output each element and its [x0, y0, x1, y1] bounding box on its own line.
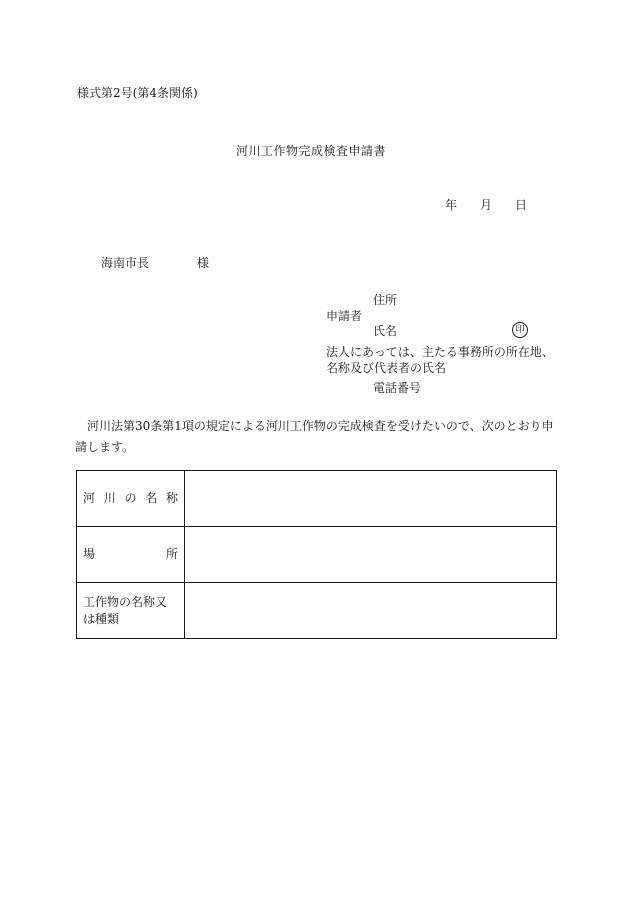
- table-row: [77, 527, 557, 583]
- applicant-phone-label: 電話番号: [373, 381, 422, 395]
- document-title: 河川工作物完成検査申請書: [236, 144, 387, 158]
- addressee-honorific: 様: [197, 256, 210, 270]
- date-year-label: 年: [445, 198, 458, 212]
- application-details-table: [76, 470, 557, 639]
- corporation-note-line1: 法人にあっては、主たる事務所の所在地、: [326, 345, 554, 359]
- applicant-address-label: 住所: [373, 293, 398, 307]
- table-row: [77, 583, 557, 639]
- corporation-note-line2: 名称及び代表者の氏名: [326, 361, 447, 375]
- river-name-char: の: [124, 491, 137, 505]
- location-label: [83, 546, 178, 563]
- seal-mark: 印: [512, 322, 528, 338]
- seal-icon: [512, 322, 528, 338]
- table-row: [77, 471, 557, 527]
- application-body-text: 河川法第30条第1項の規定による河川工作物の完成検査を受けたいので、次のとおり申請します。: [75, 419, 554, 454]
- addressee-name: 海南市長: [101, 256, 150, 270]
- location-char: 所: [165, 547, 178, 561]
- applicant-name-label: 氏名: [373, 324, 398, 338]
- river-name-char: 名: [145, 491, 158, 505]
- river-name-label-cell: [77, 471, 185, 527]
- form-number: 様式第2号(第4条関係): [77, 86, 198, 100]
- structure-label-cell: [77, 583, 185, 639]
- applicant-label: 申請者: [326, 309, 363, 323]
- river-name-char: 川: [103, 491, 116, 505]
- river-name-value-cell[interactable]: [185, 471, 557, 527]
- location-char: 場: [83, 547, 96, 561]
- river-name-label: [83, 490, 178, 507]
- structure-label: 工作物の名称又は種類: [83, 594, 168, 626]
- river-name-char: 河: [83, 491, 96, 505]
- date-month-label: 月: [480, 198, 493, 212]
- location-label-cell: [77, 527, 185, 583]
- date-day-label: 日: [515, 198, 528, 212]
- structure-value-cell[interactable]: [185, 583, 557, 639]
- location-value-cell[interactable]: [185, 527, 557, 583]
- river-name-char: 称: [165, 491, 178, 505]
